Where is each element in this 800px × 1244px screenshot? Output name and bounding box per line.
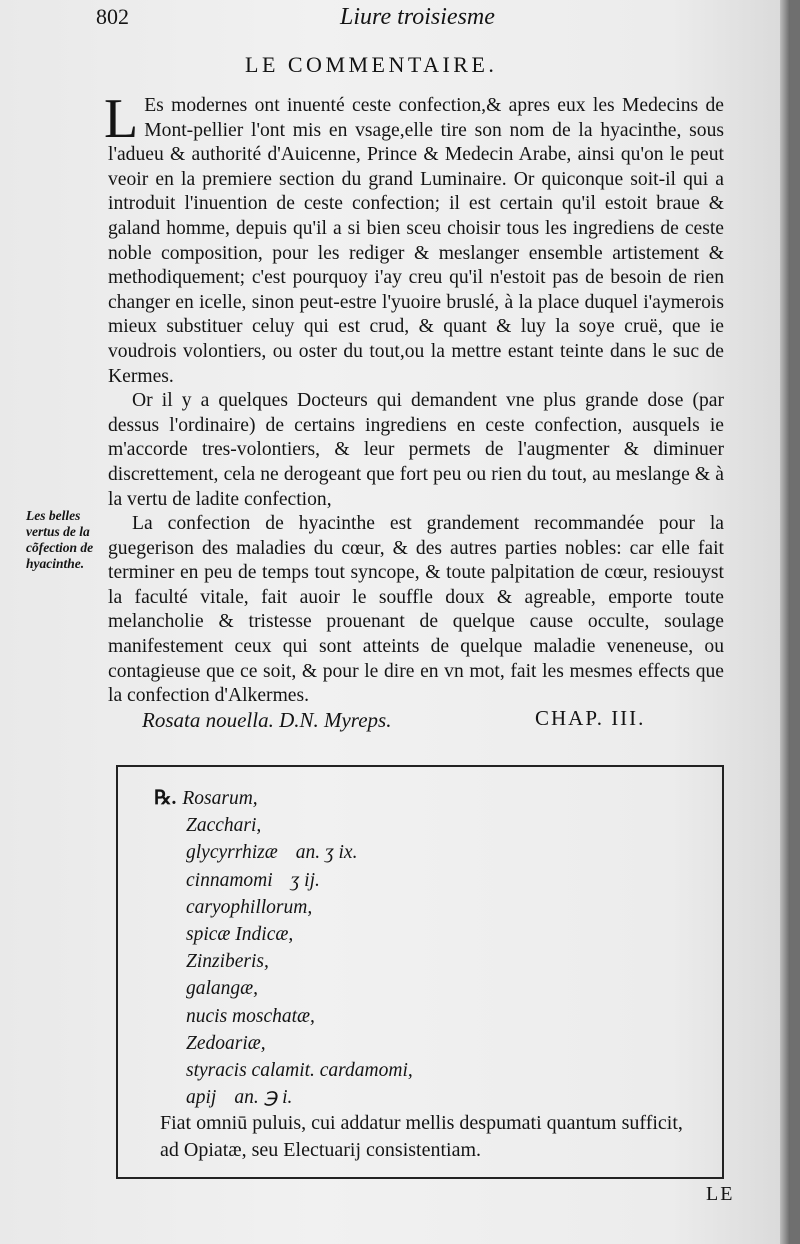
ingredient-row [154,948,413,975]
ingredient-name: apij [186,1087,217,1109]
drop-cap: L [104,88,139,150]
recipe-symbol: ℞. [154,788,177,809]
ingredient-name: styracis calamit. cardamomi, [186,1060,413,1082]
catchword: LE [706,1183,735,1205]
ingredient-name: glycyrrhizæ [186,842,278,864]
ingredient-row [154,1084,413,1111]
paragraph-1 [104,88,724,389]
recipe-instructions: Fiat omniū puluis, cui addatur mellis despumati quantum sufficit, ad Opiatæ, seu Electuarij consistentiam. [160,1112,683,1161]
ingredient-row [154,975,413,1002]
ingredient-name: nucis moschatæ, [186,1005,315,1027]
ingredient-name: caryophillorum, [186,896,313,918]
paragraph-2: Or il y a quelques Docteurs qui demandent vne plus grande dose (par dessus l'ordinaire) de certains ingrediens en ceste confection, ausquels ie m'accorde tres-volontiers, & leur permets de l'augmenter & diminuer discrettement, cela ne derogeant que fort peu ou rien du tout, au meslange & à la vertu de ladite confection, [108,390,724,510]
ingredient-quantity: an. ʒ ix. [295,842,358,864]
section-title: LE COMMENTAIRE. [245,52,498,77]
ingredient-row [154,921,413,948]
ingredient-quantity: ʒ ij. [290,869,320,891]
ingredient-name: cinnamomi [186,869,273,891]
recipe-title: Rosata nouella. D.N. Myreps. [142,708,392,732]
ingredient-name: Rosarum, [182,788,258,809]
page-number: 802 [96,4,129,29]
paragraph-3: La confection de hyacinthe est grandement recommandée pour la guegerison des maladies du cœur, & des autres parties nobles: car elle fait terminer en peu de temps tout syncope, & toute palpitation de cœur, resiouyst la faculté vitale, fait auoir le souffle doux & agreable, emporte toute melancholie & tristesse prouenant de quelque cause occulte, soulage manifestement ceux qui sont atteints de quelque maladie veneneuse, ou contagieuse que ce soit, & pour le dire en vn mot, fait les mesmes effects que la confection d'Alkermes. [108,513,724,707]
ingredient-row [154,894,413,921]
chapter-label: CHAP. III. [535,706,646,730]
ingredient-name: Zacchari, [186,815,262,837]
ingredient-row [154,839,413,866]
running-head: Liure troisiesme [340,4,495,30]
commentary-body [104,88,724,709]
ingredient-name: Zedoariæ, [186,1032,266,1054]
paragraph-1-text: Es modernes ont inuenté ceste confection,& apres eux les Medecins de Mont-pellier l'ont mis en vsage,elle tire son nom de la hyacinthe, sous l'adueu & authorité d'Auicenne, Prince & Medecin Arabe, ainsi qu'on le peut veoir en la premiere section du grand Luminaire. Or quiconque soit-il qui a introduit l'inuention de ceste confection; il est certain qu'il estoit braue & galand homme, depuis qu'il a si bien sceu choisir tous les ingrediens de ceste noble composition, pour les rediger & meslanger ensemble artistement & methodiquement; c'est pourquoy i'ay creu qu'il n'estoit pas de besoin de rien changer en icelle, sinon peut-estre l'yuoire bruslé, à la place duquel i'aymerois mieux substituer celuy qui est crud, & quant & luy la soye cruë, que ie voudrois volontiers, ou oster du tout,ou la mettre estant teinte dans le suc de Kermes. [108,95,724,387]
ingredient-row [154,867,413,894]
ingredient-list [154,785,413,1111]
margin-note: Les belles vertus de la cõfection de hyacinthe. [26,508,94,571]
ingredient-name: Zinziberis, [186,951,269,973]
ingredient-row [154,1030,413,1057]
ingredient-row [154,1003,413,1030]
ingredient-row [154,1057,413,1084]
ingredient-name: galangæ, [186,978,259,1000]
ingredient-name: spicæ Indicæ, [186,924,294,946]
ingredient-quantity: an. ℈ i. [234,1087,293,1109]
page-edge-shadow [780,0,790,1244]
ingredient-row [154,785,413,812]
ingredient-row [154,812,413,839]
